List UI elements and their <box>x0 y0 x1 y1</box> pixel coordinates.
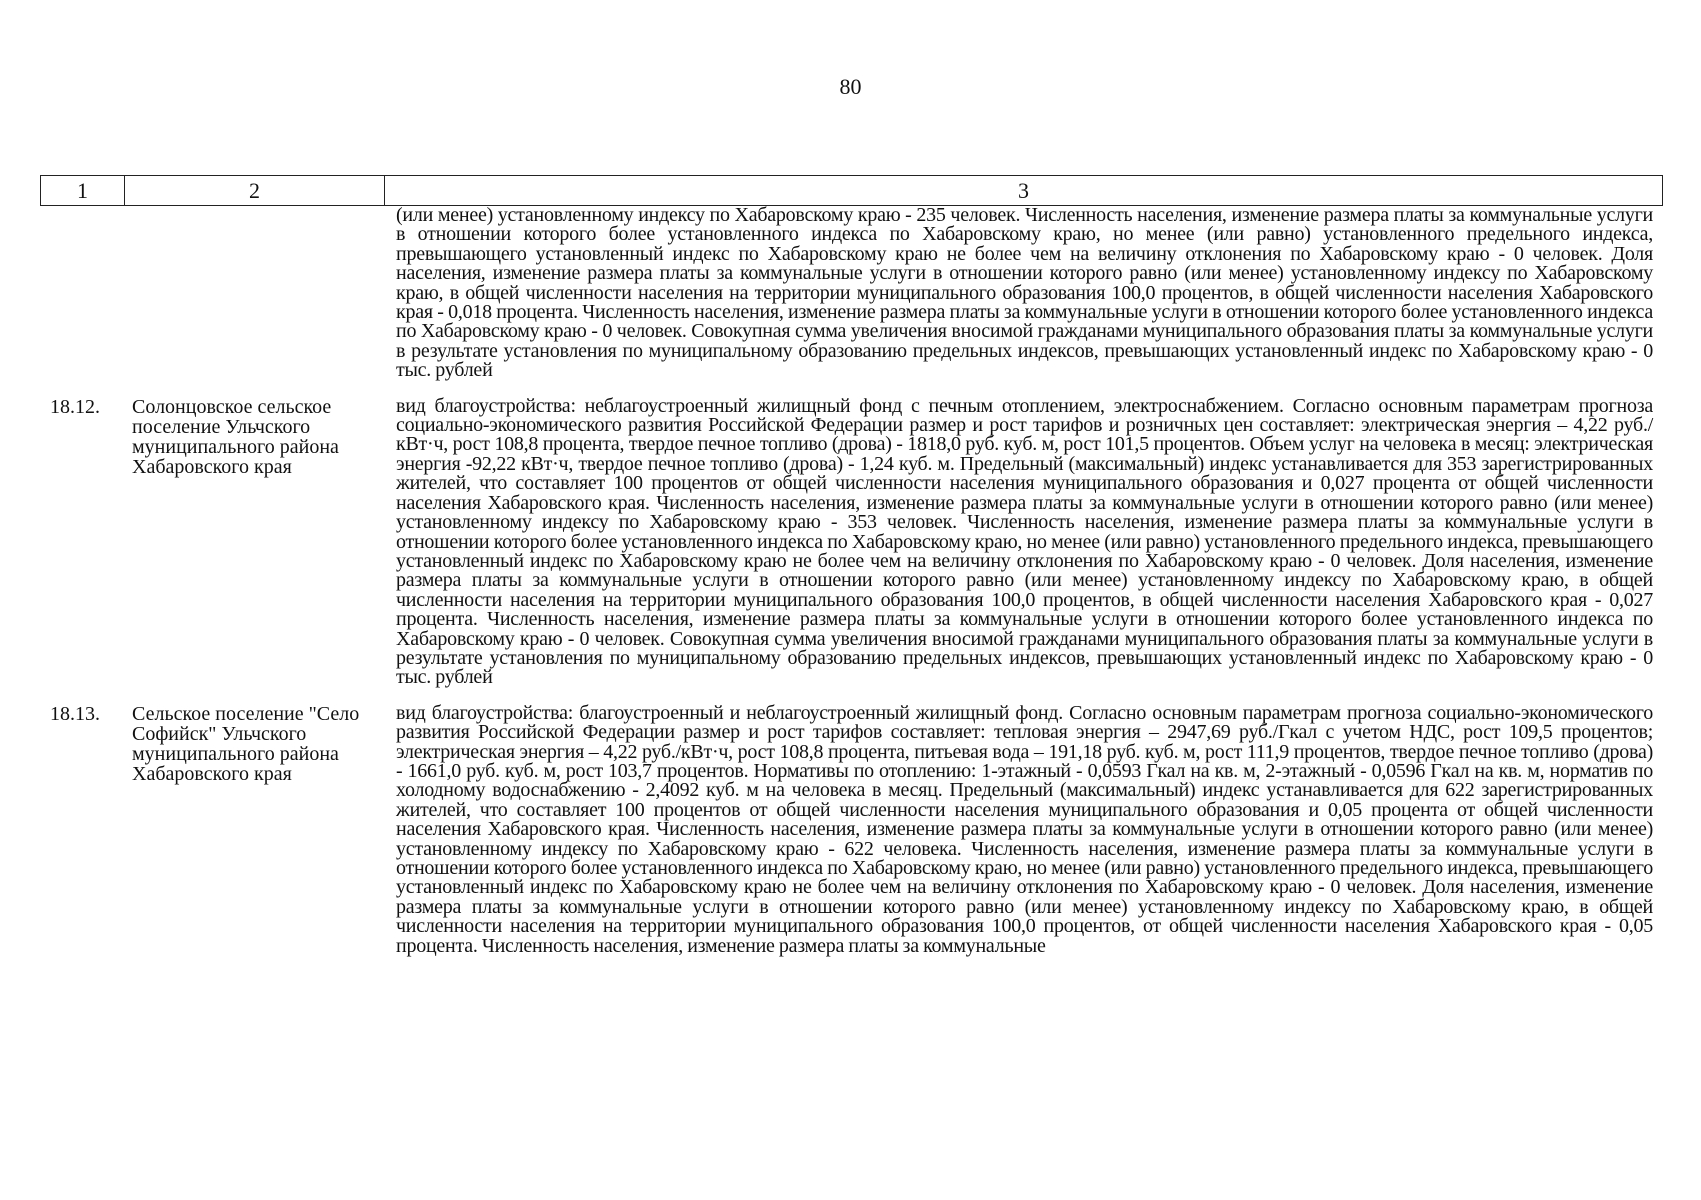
table-header-col-2: 2 <box>125 176 385 205</box>
table-header-col-1: 1 <box>41 176 125 205</box>
municipality-name: Сельское поселение "Село Софийск" Ульчского муниципального района Хабаровского края <box>132 702 360 785</box>
table-body <box>40 206 1663 956</box>
row-number <box>40 206 124 381</box>
row-description: вид благоустройства: благоустроенный и неблагоустроенный жилищный фонд. Согласно основным параметрам прогноза социально-экономического развития Российской Федерации размер и рост тарифов составляет: тепловая энергия – 2947,69 руб./Гкал с учетом НДС, рост 109,5 процентов; электрическая энергия – 4,22 руб./кВт·ч, рост 108,8 процента, питьевая вода – 191,18 руб. куб. м, рост 111,9 процентов, твердое печное топливо (дрова) - 1661,0 руб. куб. м, рост 103,7 процентов. Нормативы по отоплению: 1-этажный - 0,0593 Гкал на кв. м, 2-этажный - 0,0596 Гкал на кв. м, норматив по холодному водоснабжению - 2,4092 куб. м на человека в месяц. Предельный (максимальный) индекс устанавливается для 622 зарегистрированных жителей, что составляет 100 процентов от общей численности населения муниципального образования и 0,05 процента от общей численности населения Хабаровского края. Численность населения, изменение размера платы за коммунальные услуги в отношении которого равно (или менее) установленному индексу по Хабаровскому краю - 622 человека. Численность населения, изменение размера платы за коммунальные услуги в отношении которого более установленного индекса по Хабаровскому краю, но менее (или равно) установленного предельного индекса, превышающего установленный индекс по Хабаровскому краю не более чем на величину отклонения по Хабаровскому краю - 0 человек. Доля населения, изменение размера платы за коммунальные услуги в отношении которого равно (или менее) установленному индексу по Хабаровскому краю, в общей численности населения на территории муниципального образования 100,0 процентов, от общей численности населения Хабаровского края - 0,05 процента. Численность населения, изменение размера платы за коммунальные <box>396 701 1653 957</box>
table-row-18-13 <box>40 701 1663 957</box>
table-header <box>40 175 1663 206</box>
page-number: 80 <box>839 74 862 99</box>
municipality-name <box>124 206 384 381</box>
row-description: (или менее) установленному индексу по Хабаровскому краю - 235 человек. Численность населения, изменение размера платы за коммунальные услуги в отношении которого более установленного индекса по Хабаровскому краю, но менее (или равно) установленного предельного индекса, превышающего установленный индекс по Хабаровскому краю не более чем на величину отклонения по Хабаровскому краю - 0 человек. Доля населения, изменение размера платы за коммунальные услуги в отношении которого равно (или менее) установленному индексу по Хабаровскому краю, в общей численности населения на территории муниципального образования 100,0 процентов, в общей численности населения Хабаровского края - 0,018 процента. Численность населения, изменение размера платы за коммунальные услуги в отношении которого более установленного индекса по Хабаровскому краю - 0 человек. Совокупная сумма увеличения вносимой гражданами муниципального образования платы за коммунальные услуги в результате установления по муниципальному образованию предельных индексов, превышающих установленный индекс по Хабаровскому краю - 0 тыс. рублей <box>396 204 1653 382</box>
row-description: вид благоустройства: неблагоустроенный жилищный фонд с печным отоплением, электроснабжением. Согласно основным параметрам прогноза социально-экономического развития Российской Федерации размер и рост тарифов и розничных цен составляет: электрическая энергия – 4,22 руб./кВт·ч, рост 108,8 процента, твердое печное топливо (дрова) - 1818,0 руб. куб. м, рост 101,5 процентов. Объем услуг на человека в месяц: электрическая энергия -92,22 кВт·ч, твердое печное топливо (дрова) - 1,24 куб. м. Предельный (максимальный) индекс устанавливается для 353 зарегистрированных жителей, что составляет 100 процентов от общей численности населения муниципального образования и 0,027 процента от общей численности населения Хабаровского края. Численность населения, изменение размера платы за коммунальные услуги в отношении которого равно (или менее) установленному индексу по Хабаровскому краю - 353 человек. Численность населения, изменение размера платы за коммунальные услуги в отношении которого более установленного индекса по Хабаровскому краю, но менее (или равно) установленного предельного индекса, превышающего установленный индекс по Хабаровскому краю не более чем на величину отклонения по Хабаровскому краю - 0 человек. Доля населения, изменение размера платы за коммунальные услуги в отношении которого равно (или менее) установленному индексу по Хабаровскому краю, в общей численности населения на территории муниципального образования 100,0 процентов, в общей численности населения Хабаровского края - 0,027 процента. Численность населения, изменение размера платы за коммунальные услуги в отношении которого более установленного индекса по Хабаровскому краю - 0 человек. Совокупная сумма увеличения вносимой гражданами муниципального образования платы за коммунальные услуги в результате установления по муниципальному образованию предельных индексов, превышающих установленный индекс по Хабаровскому краю - 0 тыс. рублей <box>396 394 1653 689</box>
row-number: 18.12. <box>50 395 100 418</box>
municipality-name: Солонцовское сельское поселение Ульчского муниципального района Хабаровского края <box>132 395 339 478</box>
table-row-18-12 <box>40 394 1663 689</box>
row-number: 18.13. <box>50 702 100 725</box>
table-row-continuation <box>40 206 1663 381</box>
table-header-col-3: 3 <box>1018 177 1029 203</box>
